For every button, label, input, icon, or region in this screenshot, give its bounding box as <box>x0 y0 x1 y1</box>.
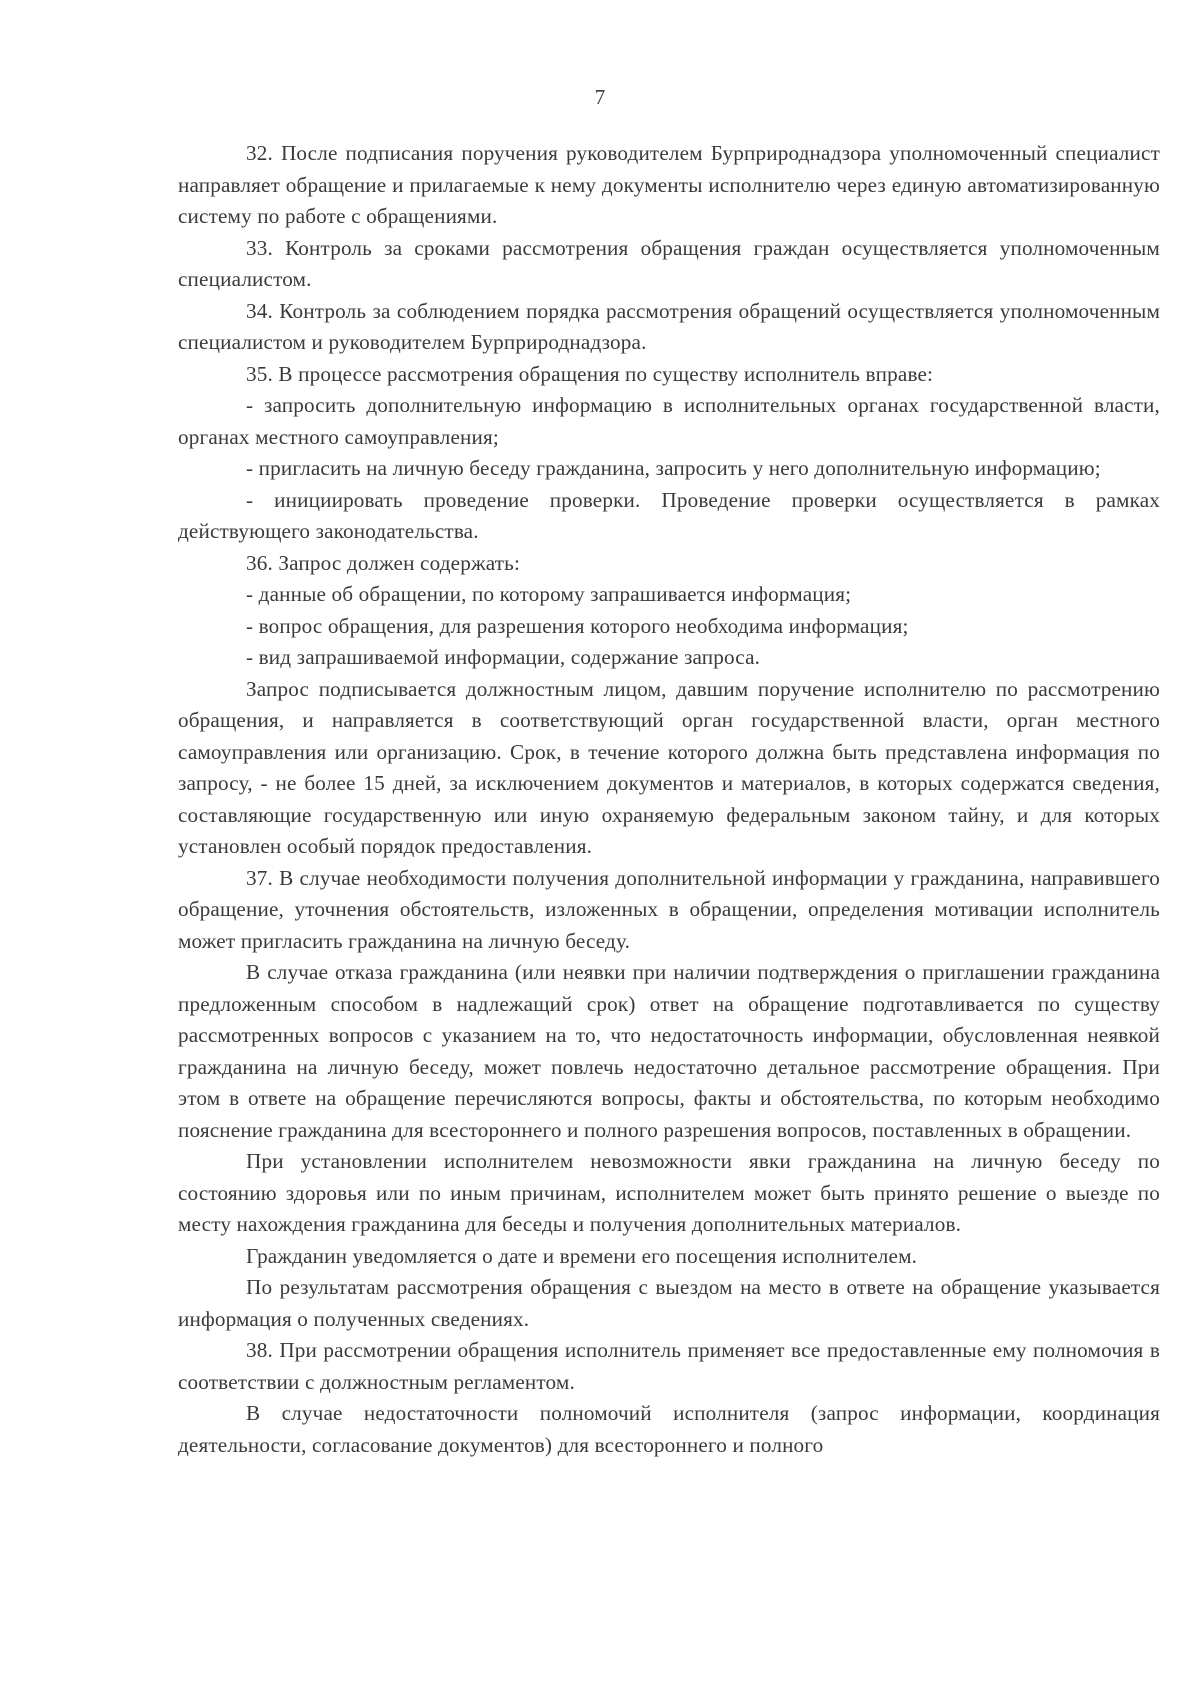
paragraph-request-signing: Запрос подписывается должностным лицом, давшим поручение исполнителю по рассмотрению обращения, и направляется в соответствующий орган государственной власти, орган местного самоуправления или организацию. Срок, в течение которого должна быть представлена информация по запросу, - не более 15 дней, за исключением документов и материалов, в которых содержатся сведения, составляющие государственную или иную охраняемую федеральным законом тайну, и для которых установлен особый порядок предоставления. <box>178 676 1160 858</box>
paragraph-32: 32. После подписания поручения руководителем Бурприроднадзора уполномоченный специалист направляет обращение и прилагаемые к нему документы исполнителю через единую автоматизированную систему по работе с обращениями. <box>178 141 1160 228</box>
list-item-appeal-data: - данные об обращении, по которому запрашивается информация; <box>246 582 852 606</box>
paragraph-insufficient-powers: В случае недостаточности полномочий исполнителя (запрос информации, координация деятельности, согласование документов) для всестороннего и полного <box>178 1401 1160 1457</box>
paragraph-38: 38. При рассмотрении обращения исполнитель применяет все предоставленные ему полномочия в соответствии с должностным регламентом. <box>178 1338 1160 1394</box>
paragraph-35: 35. В процессе рассмотрения обращения по существу исполнитель вправе: <box>246 361 934 386</box>
list-item-info-type: - вид запрашиваемой информации, содержание запроса. <box>246 645 761 669</box>
list-item-appeal-question: - вопрос обращения, для разрешения которого необходима информация; <box>246 613 909 638</box>
paragraph-visit-decision: При установлении исполнителем невозможности явки гражданина на личную беседу по состоянию здоровья или по иным причинам, исполнителем может быть принято решение о выезде по месту нахождения гражданина для беседы и получения дополнительных материалов. <box>178 1149 1160 1236</box>
paragraph-36: 36. Запрос должен содержать: <box>246 550 521 575</box>
paragraph-notification: Гражданин уведомляется о дате и времени его посещения исполнителем. <box>246 1243 918 1268</box>
paragraph-37: 37. В случае необходимости получения дополнительной информации у гражданина, направившего обращение, уточнения обстоятельств, изложенных в обращении, определения мотивации исполнитель может пригласить гражданина на личную беседу. <box>178 865 1160 953</box>
paragraph-refusal: В случае отказа гражданина (или неявки при наличии подтверждения о приглашении гражданина предложенным способом в надлежащий срок) ответ на обращение подготавливается по существу рассмотренных вопросов с указанием на то, что недостаточность информации, обусловленная неявкой гражданина на личную беседу, может повлечь недостаточно детальное рассмотрение обращения. При этом в ответе на обращение перечисляются вопросы, факты и обстоятельства, по которым необходимо пояснение гражданина для всестороннего и полного разрешения вопросов, поставленных в обращении. <box>178 960 1160 1142</box>
document-body <box>178 138 1160 1461</box>
paragraph-34: 34. Контроль за соблюдением порядка рассмотрения обращений осуществляется уполномоченным специалистом и руководителем Бурприроднадзора. <box>178 298 1160 354</box>
paragraph-visit-results: По результатам рассмотрения обращения с выездом на место в ответе на обращение указывается информация о полученных сведениях. <box>178 1275 1160 1331</box>
list-item-request-info: - запросить дополнительную информацию в исполнительных органах государственной власти, органах местного самоуправления; <box>178 393 1160 449</box>
list-item-invite-citizen: - пригласить на личную беседу гражданина, запросить у него дополнительную информацию; <box>246 456 1101 480</box>
list-item-initiate-inspection: - инициировать проведение проверки. Проведение проверки осуществляется в рамках действующего законодательства. <box>178 487 1160 543</box>
paragraph-33: 33. Контроль за сроками рассмотрения обращения граждан осуществляется уполномоченным специалистом. <box>178 235 1160 291</box>
page-number: 7 <box>594 85 606 109</box>
